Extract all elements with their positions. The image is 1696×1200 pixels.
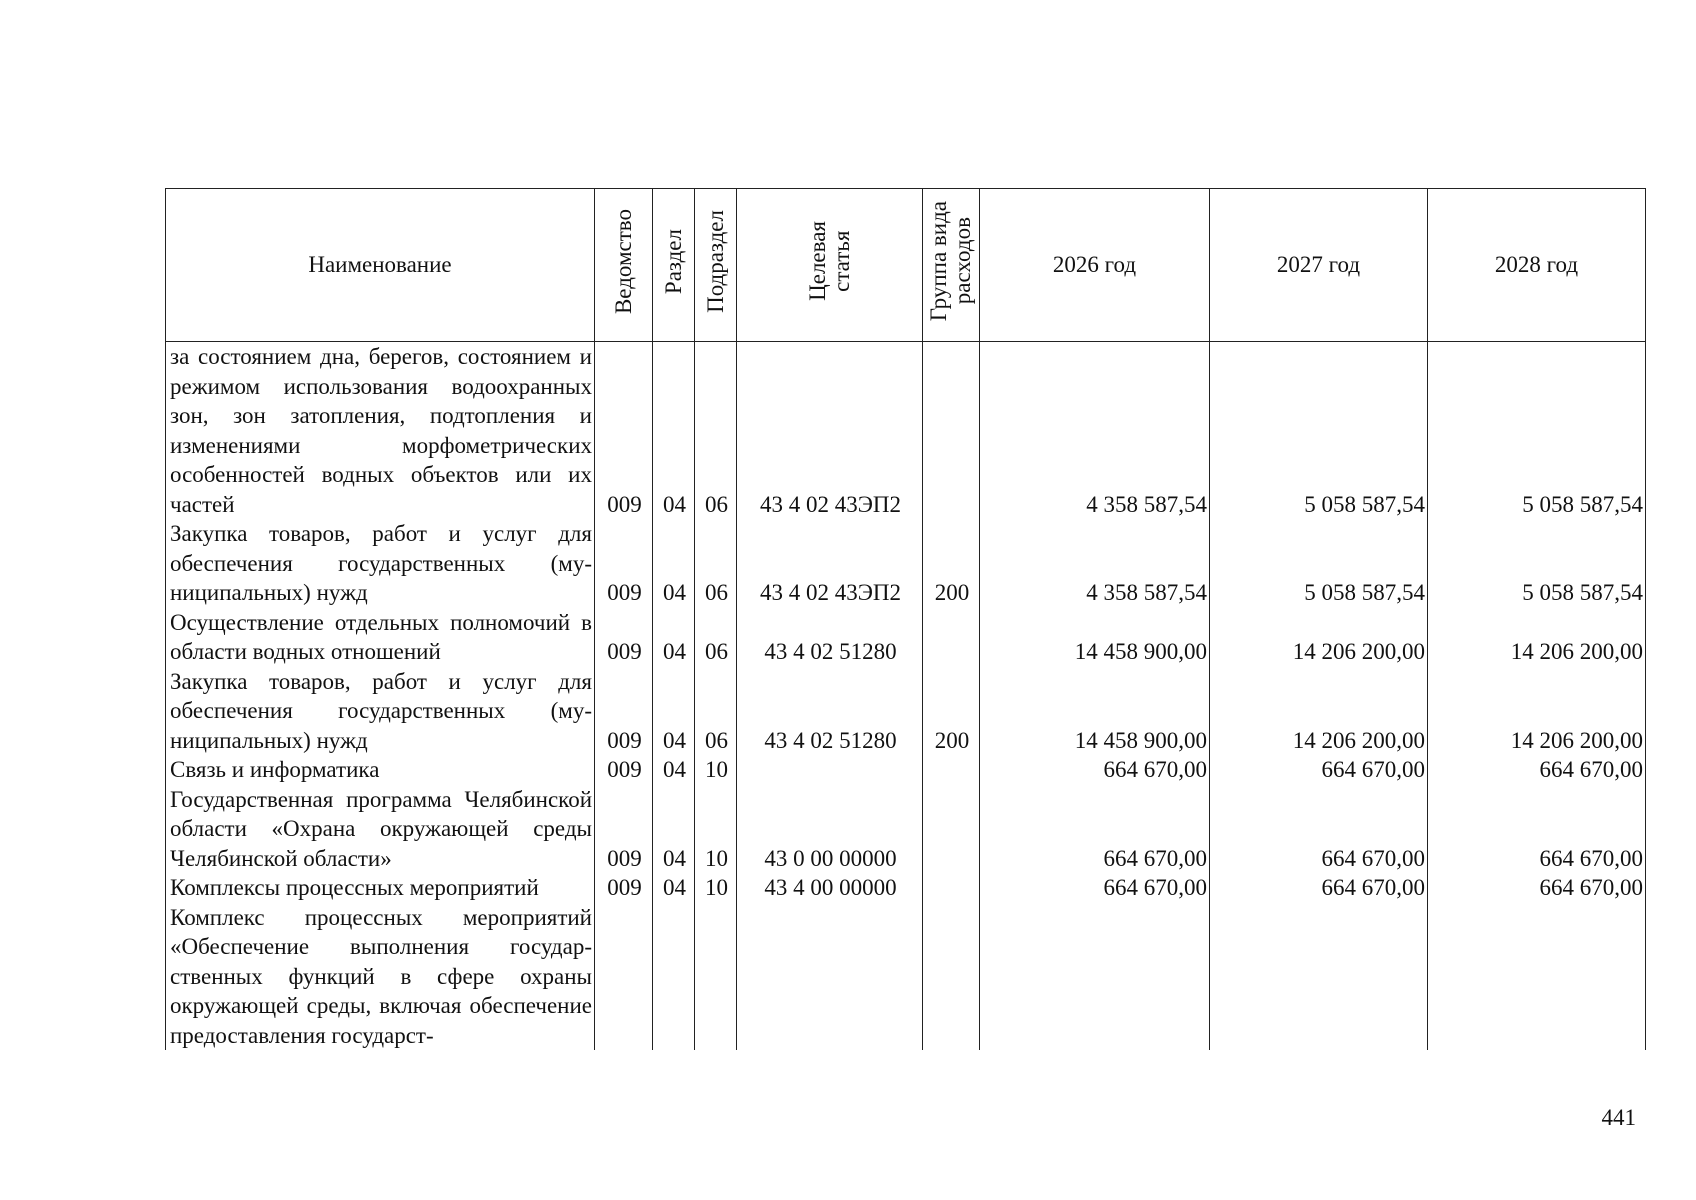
row-2026: 4 358 587,54 — [980, 342, 1210, 520]
row-name: Связь и информатика — [166, 755, 595, 785]
row-vedomstvo: 009 — [595, 873, 653, 903]
table-row — [166, 755, 1646, 785]
row-razdel: 04 — [653, 608, 695, 667]
row-2027: 664 670,00 — [1210, 755, 1428, 785]
row-2028: 664 670,00 — [1428, 785, 1646, 874]
header-2026: 2026 год — [980, 189, 1210, 342]
row-podrazdel: 06 — [695, 667, 737, 756]
row-tselevaya — [737, 903, 923, 1051]
row-2028 — [1428, 903, 1646, 1051]
row-vedomstvo — [595, 903, 653, 1051]
row-2027: 664 670,00 — [1210, 785, 1428, 874]
row-razdel — [653, 903, 695, 1051]
row-vedomstvo: 009 — [595, 755, 653, 785]
row-name: Осуществление отдельных полномочий в области водных отношений — [166, 608, 595, 667]
row-podrazdel: 10 — [695, 785, 737, 874]
table-row — [166, 903, 1646, 1051]
row-tselevaya: 43 4 00 00000 — [737, 873, 923, 903]
row-tselevaya: 43 0 00 00000 — [737, 785, 923, 874]
row-vedomstvo: 009 — [595, 608, 653, 667]
header-gruppa-vida-raskhodov: Группа вида расходов — [923, 189, 980, 342]
row-gruppa — [923, 342, 980, 520]
header-2028: 2028 год — [1428, 189, 1646, 342]
row-2026: 664 670,00 — [980, 755, 1210, 785]
row-vedomstvo: 009 — [595, 667, 653, 756]
row-2026: 14 458 900,00 — [980, 608, 1210, 667]
row-podrazdel: 06 — [695, 608, 737, 667]
row-name: за состоянием дна, берегов, состоянием и режимом использования водоохранных зон, зон затопления, подтопления и изменениями морфометрических особенностей водных объектов или их частей — [166, 342, 595, 520]
table-row — [166, 519, 1646, 608]
row-2028: 664 670,00 — [1428, 873, 1646, 903]
row-2027: 14 206 200,00 — [1210, 608, 1428, 667]
row-gruppa — [923, 608, 980, 667]
row-podrazdel: 10 — [695, 873, 737, 903]
row-razdel: 04 — [653, 785, 695, 874]
budget-table — [165, 188, 1646, 1050]
row-vedomstvo: 009 — [595, 519, 653, 608]
table-row — [166, 873, 1646, 903]
row-2028: 664 670,00 — [1428, 755, 1646, 785]
row-2028: 14 206 200,00 — [1428, 608, 1646, 667]
row-vedomstvo: 009 — [595, 785, 653, 874]
row-tselevaya: 43 4 02 51280 — [737, 608, 923, 667]
row-gruppa — [923, 755, 980, 785]
row-podrazdel: 06 — [695, 519, 737, 608]
row-2026: 664 670,00 — [980, 873, 1210, 903]
row-2026: 4 358 587,54 — [980, 519, 1210, 608]
row-vedomstvo: 009 — [595, 342, 653, 520]
row-podrazdel — [695, 903, 737, 1051]
row-razdel: 04 — [653, 667, 695, 756]
row-razdel: 04 — [653, 873, 695, 903]
table-row — [166, 608, 1646, 667]
row-2027: 5 058 587,54 — [1210, 342, 1428, 520]
table-row — [166, 342, 1646, 520]
header-podrazdel: Подраздел — [695, 189, 737, 342]
row-tselevaya: 43 4 02 51280 — [737, 667, 923, 756]
row-tselevaya: 43 4 02 43ЭП2 — [737, 519, 923, 608]
table-row — [166, 667, 1646, 756]
row-podrazdel: 06 — [695, 342, 737, 520]
row-2028: 5 058 587,54 — [1428, 342, 1646, 520]
row-razdel: 04 — [653, 519, 695, 608]
row-razdel: 04 — [653, 342, 695, 520]
header-tselevaya-statya: Целевая статья — [737, 189, 923, 342]
row-podrazdel: 10 — [695, 755, 737, 785]
header-2027: 2027 год — [1210, 189, 1428, 342]
row-2027: 664 670,00 — [1210, 873, 1428, 903]
row-razdel: 04 — [653, 755, 695, 785]
row-gruppa: 200 — [923, 667, 980, 756]
row-tselevaya — [737, 755, 923, 785]
row-2028: 5 058 587,54 — [1428, 519, 1646, 608]
row-name: Государственная программа Челябинской области «Охрана окружающей среды Челябинской области» — [166, 785, 595, 874]
page-number: 441 — [1601, 1105, 1636, 1130]
row-2026: 664 670,00 — [980, 785, 1210, 874]
row-name: Комплексы процессных мероприятий — [166, 873, 595, 903]
header-razdel: Раздел — [653, 189, 695, 342]
header-name: Наименование — [166, 189, 595, 342]
row-2028: 14 206 200,00 — [1428, 667, 1646, 756]
row-2027: 5 058 587,54 — [1210, 519, 1428, 608]
row-2027 — [1210, 903, 1428, 1051]
row-name: Комплекс процессных мероприятий «Обеспечение выполнения государственных функций в сфере охраны окружающей среды, включая обеспечение предоставления государст- — [166, 903, 595, 1051]
row-tselevaya: 43 4 02 43ЭП2 — [737, 342, 923, 520]
header-vedomstvo: Ведомство — [595, 189, 653, 342]
row-2026 — [980, 903, 1210, 1051]
row-gruppa — [923, 785, 980, 874]
row-gruppa — [923, 903, 980, 1051]
row-2026: 14 458 900,00 — [980, 667, 1210, 756]
table-header-row — [166, 189, 1646, 342]
row-2027: 14 206 200,00 — [1210, 667, 1428, 756]
row-gruppa: 200 — [923, 519, 980, 608]
row-gruppa — [923, 873, 980, 903]
row-name: Закупка товаров, работ и услуг для обеспечения государственных (муниципальных) нужд — [166, 519, 595, 608]
table-row — [166, 785, 1646, 874]
row-name: Закупка товаров, работ и услуг для обеспечения государственных (муниципальных) нужд — [166, 667, 595, 756]
